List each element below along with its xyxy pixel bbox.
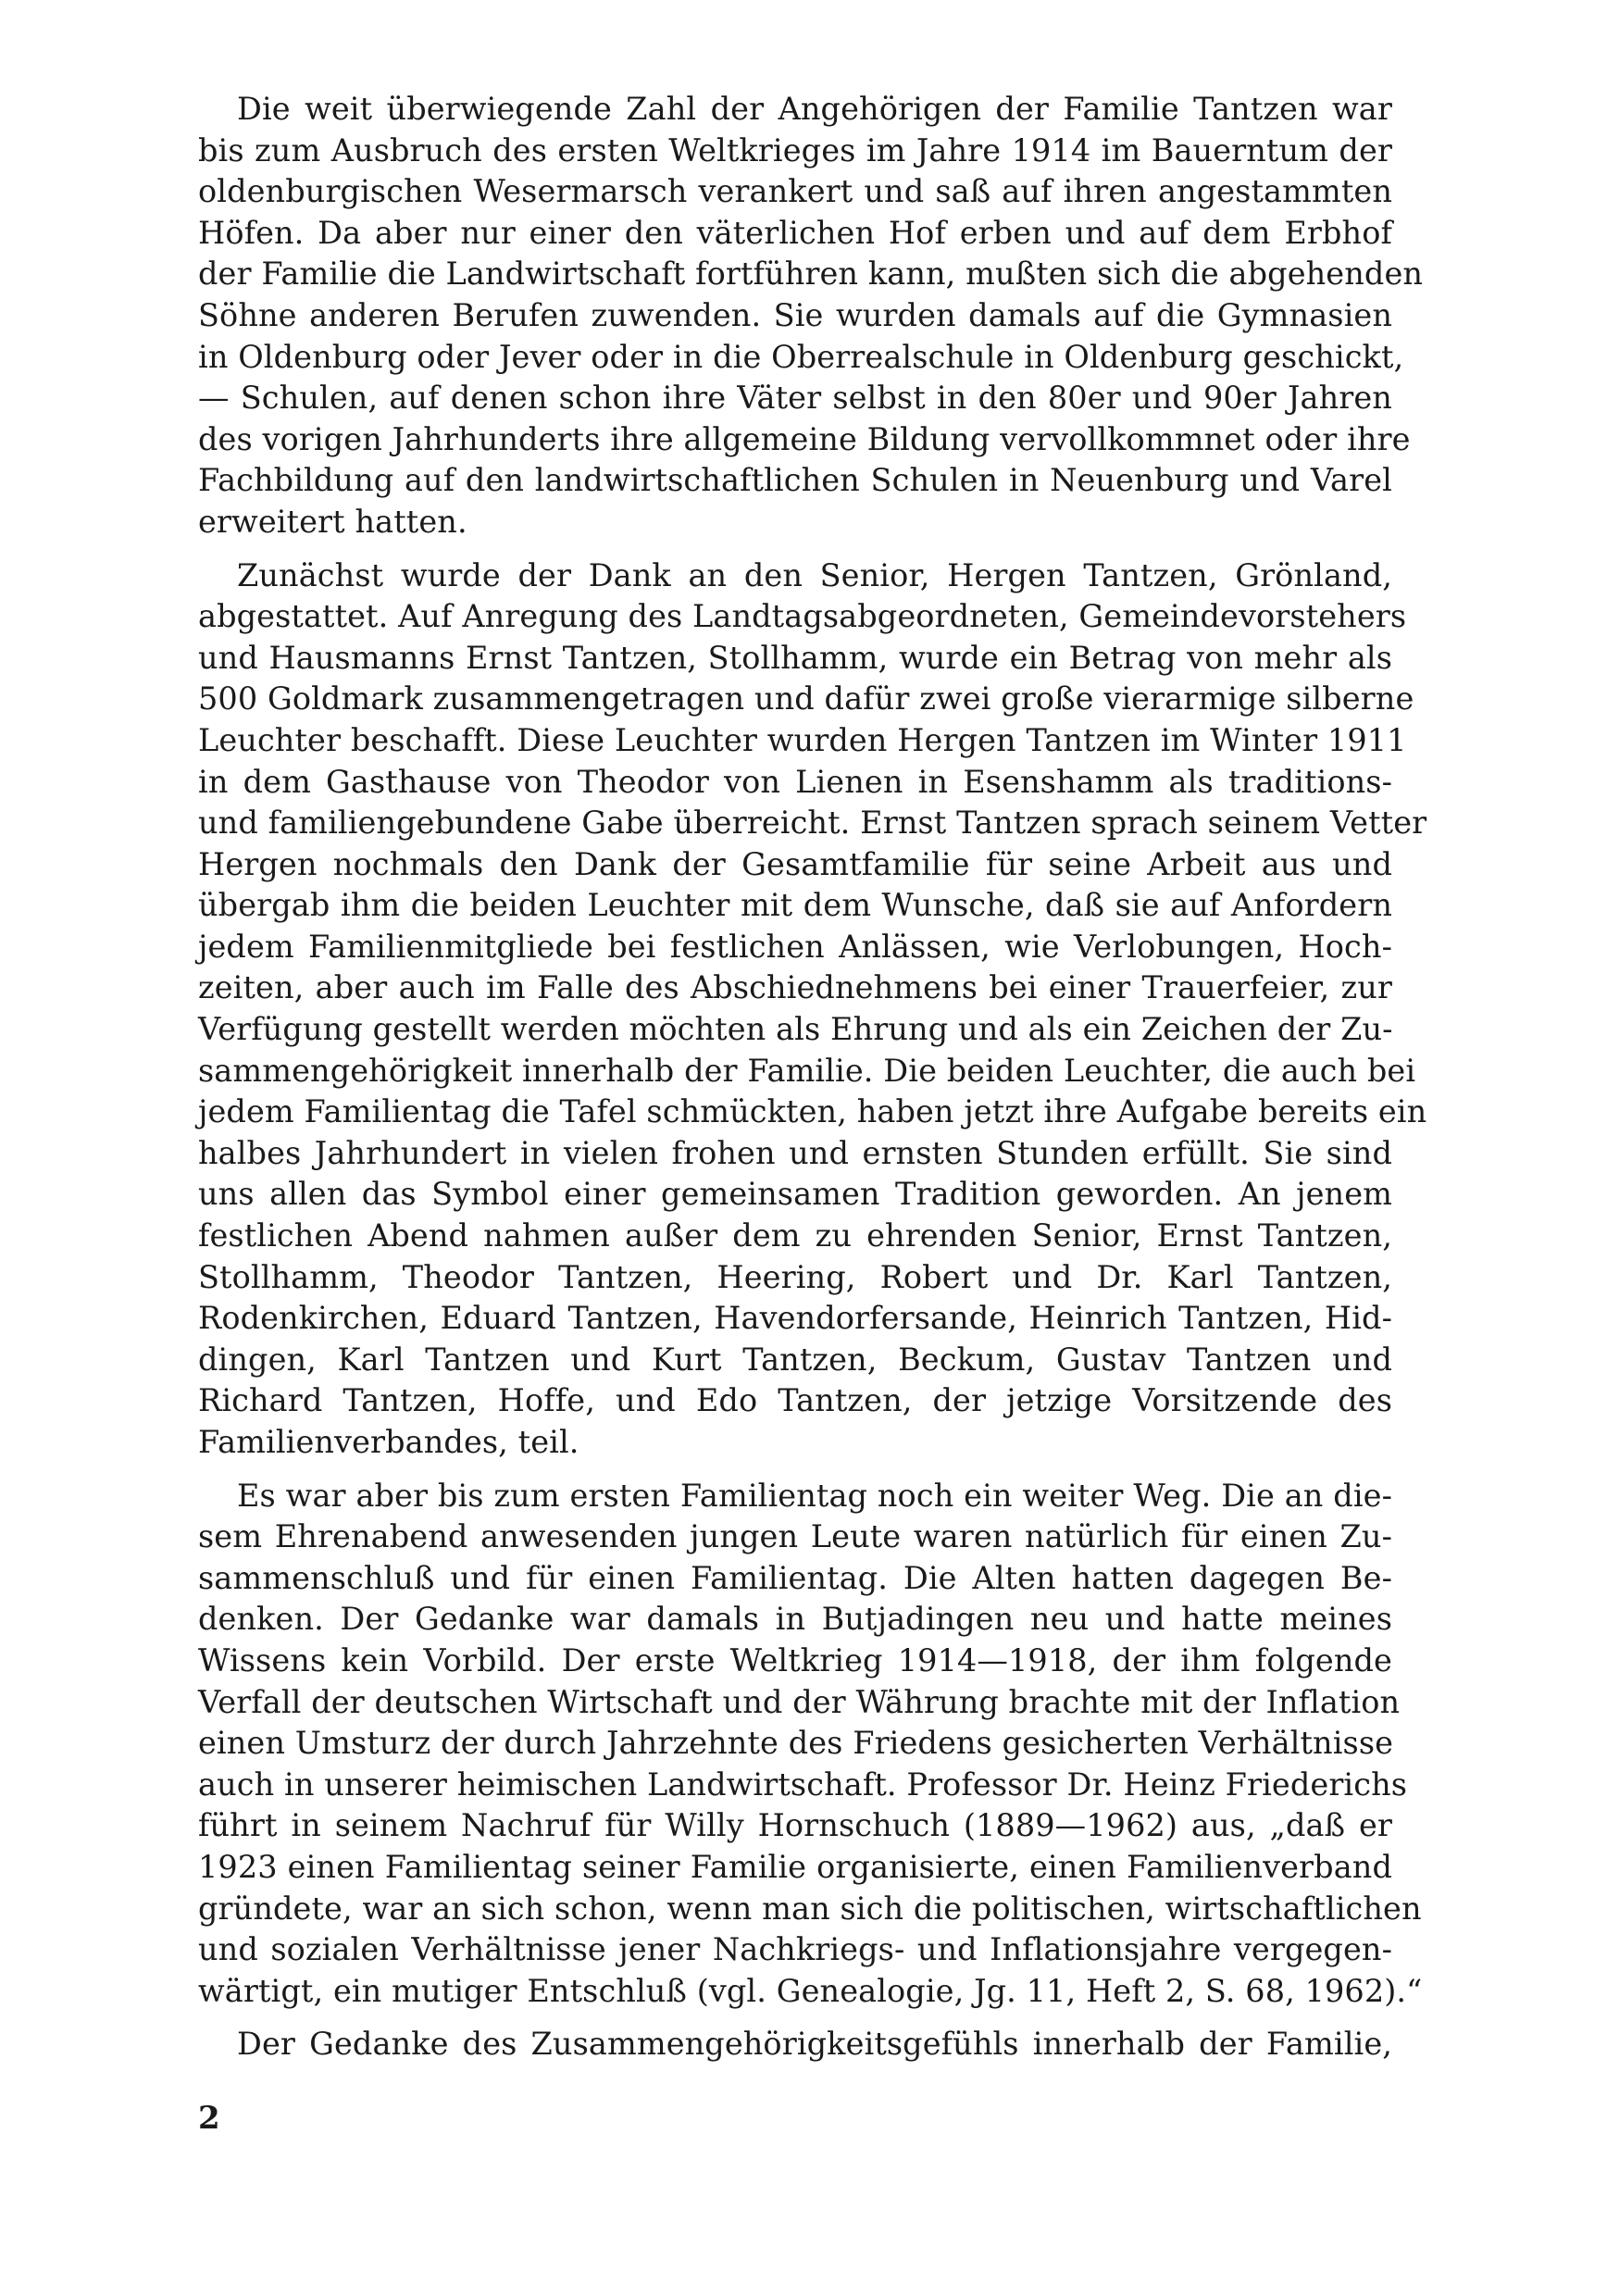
text-line: abgestattet. Auf Anregung des Landtagsabgeordneten, Gemeindevorstehers <box>198 598 1407 635</box>
text-line: halbes Jahrhundert in vielen frohen und ernsten Stunden erfüllt. Sie sind <box>198 1134 1392 1171</box>
text-line: übergab ihm die beiden Leuchter mit dem Wunsche, daß sie auf Anfordern <box>198 887 1392 924</box>
text-line: Es war aber bis zum ersten Familientag noch ein weiter Weg. Die an die- <box>237 1477 1392 1514</box>
text-line: denken. Der Gedanke war damals in Butjadingen neu und hatte meines <box>198 1601 1392 1638</box>
text-line: Verfall der deutschen Wirtschaft und der Währung brachte mit der Inflation <box>198 1683 1401 1720</box>
text-line: der Familie die Landwirtschaft fortführen kann, mußten sich die abgehenden <box>198 256 1424 293</box>
text-line: oldenburgischen Wesermarsch verankert und saß auf ihren angestammten <box>198 173 1392 210</box>
text-line: festlichen Abend nahmen außer dem zu ehrenden Senior, Ernst Tantzen, <box>198 1217 1392 1254</box>
text-line: sem Ehrenabend anwesenden jungen Leute waren natürlich für einen Zu- <box>198 1518 1392 1555</box>
text-line: sammenschluß und für einen Familientag. Die Alten hatten dagegen Be- <box>198 1559 1392 1596</box>
text-line: in dem Gasthause von Theodor von Lienen in Esenshamm als traditions- <box>198 763 1392 800</box>
text-line: 1923 einen Familientag seiner Familie organisierte, einen Familienverband <box>198 1848 1392 1885</box>
text-line: Der Gedanke des Zusammengehörigkeitsgefühls innerhalb der Familie, <box>237 2026 1392 2063</box>
text-line: Familienverbandes, teil. <box>198 1424 579 1460</box>
text-line: Zunächst wurde der Dank an den Senior, Hergen Tantzen, Grönland, <box>237 556 1392 593</box>
body-text <box>198 89 1427 2078</box>
text-line: Söhne anderen Berufen zuwenden. Sie wurden damals auf die Gymnasien <box>198 296 1392 333</box>
text-line: bis zum Ausbruch des ersten Weltkrieges im Jahre 1914 im Bauerntum der <box>198 131 1392 168</box>
text-line: uns allen das Symbol einer gemeinsamen Tradition geworden. An jenem <box>198 1176 1392 1213</box>
text-line: Leuchter beschafft. Diese Leuchter wurden Hergen Tantzen im Winter 1911 <box>198 721 1407 758</box>
paragraph-4 <box>198 2024 1392 2065</box>
text-line: des vorigen Jahrhunderts ihre allgemeine Bildung vervollkommnet oder ihre <box>198 420 1411 457</box>
text-line: jedem Familienmitgliede bei festlichen Anlässen, wie Verlobungen, Hoch- <box>198 928 1392 965</box>
text-line: führt in seinem Nachruf für Willy Hornschuch (1889—1962) aus, „daß er <box>198 1807 1392 1844</box>
text-line: Verfügung gestellt werden möchten als Ehrung und als ein Zeichen der Zu- <box>198 1011 1393 1048</box>
paragraph-2 <box>198 555 1427 1464</box>
text-line: und sozialen Verhältnisse jener Nachkriegs- und Inflationsjahre vergegen- <box>198 1931 1392 1968</box>
paragraph-1 <box>198 89 1424 543</box>
text-line: einen Umsturz der durch Jahrzehnte des Friedens gesicherten Verhältnisse <box>198 1725 1394 1762</box>
text-line: gründete, war an sich schon, wenn man sich die politischen, wirtschaftlichen <box>198 1890 1422 1927</box>
text-line: zeiten, aber auch im Falle des Abschiednehmens bei einer Trauerfeier, zur <box>198 969 1392 1006</box>
text-line: Höfen. Da aber nur einer den väterlichen Hof erben und auf dem Erbhof <box>198 214 1392 251</box>
text-line: erweitert hatten. <box>198 503 467 540</box>
text-line: Richard Tantzen, Hoffe, und Edo Tantzen, der jetzige Vorsitzende des <box>198 1382 1392 1419</box>
text-line: — Schulen, auf denen schon ihre Väter selbst in den 80er und 90er Jahren <box>198 380 1392 417</box>
text-line: auch in unserer heimischen Landwirtschaft. Professor Dr. Heinz Friederichs <box>198 1766 1408 1803</box>
paragraph-3 <box>198 1476 1423 2013</box>
text-line: dingen, Karl Tantzen und Kurt Tantzen, Beckum, Gustav Tantzen und <box>198 1341 1392 1378</box>
text-line: 500 Goldmark zusammengetragen und dafür zwei große vierarmige silberne <box>198 680 1414 718</box>
text-line: jedem Familientag die Tafel schmückten, haben jetzt ihre Aufgabe bereits ein <box>198 1093 1427 1130</box>
text-line: Rodenkirchen, Eduard Tantzen, Havendorfersande, Heinrich Tantzen, Hid- <box>198 1300 1392 1337</box>
text-line: und familiengebundene Gabe überreicht. Ernst Tantzen sprach seinem Vetter <box>198 805 1427 842</box>
text-line: Hergen nochmals den Dank der Gesamtfamilie für seine Arbeit aus und <box>198 845 1392 882</box>
text-line: wärtigt, ein mutiger Entschluß (vgl. Genealogie, Jg. 11, Heft 2, S. 68, 1962).“ <box>198 1972 1423 2009</box>
text-line: Wissens kein Vorbild. Der erste Weltkrieg 1914—1918, der ihm folgende <box>198 1641 1392 1678</box>
text-line: in Oldenburg oder Jever oder in die Oberrealschule in Oldenburg geschickt, <box>198 338 1404 375</box>
text-line: Fachbildung auf den landwirtschaftlichen Schulen in Neuenburg und Varel <box>198 462 1392 499</box>
text-line: Die weit überwiegende Zahl der Angehörigen der Familie Tantzen war <box>237 91 1392 127</box>
text-line: und Hausmanns Ernst Tantzen, Stollhamm, wurde ein Betrag von mehr als <box>198 639 1392 676</box>
text-line: sammengehörigkeit innerhalb der Familie. Die beiden Leuchter, die auch bei <box>198 1052 1416 1089</box>
page-number: 2 <box>198 2100 220 2137</box>
text-line: Stollhamm, Theodor Tantzen, Heering, Robert und Dr. Karl Tantzen, <box>198 1258 1392 1295</box>
